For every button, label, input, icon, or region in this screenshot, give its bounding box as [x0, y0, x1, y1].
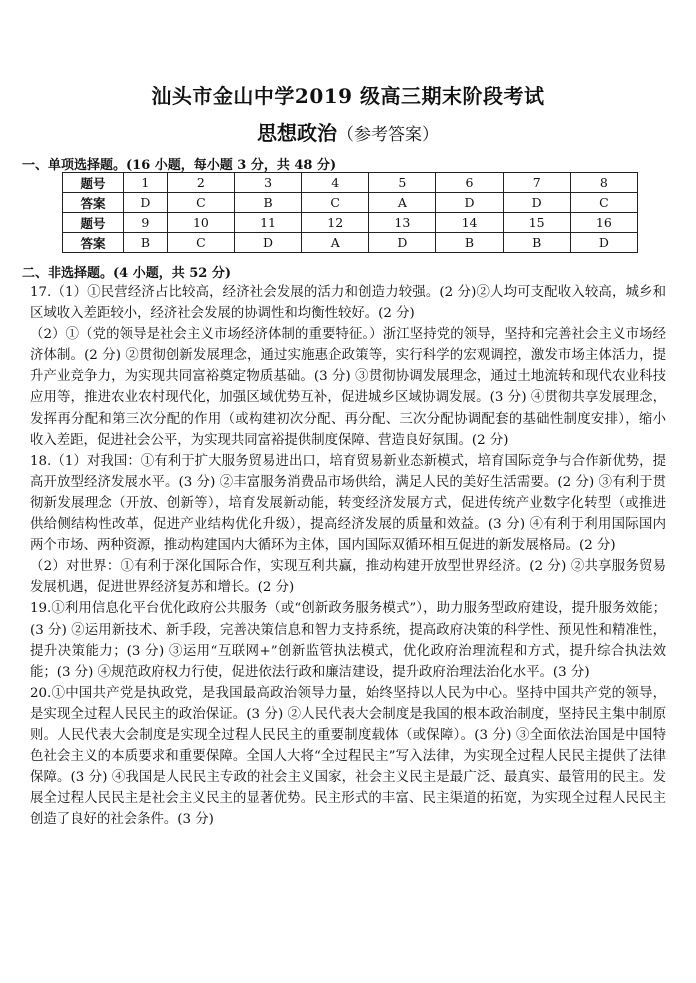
answer-cell: B [124, 233, 168, 253]
question-number: 12 [302, 213, 369, 233]
row-label: 答案 [63, 233, 124, 253]
question-number: 2 [167, 173, 234, 193]
row-label: 题号 [63, 213, 124, 233]
answer-table [62, 172, 638, 253]
answer-cell: D [570, 233, 637, 253]
row-label: 题号 [63, 173, 124, 193]
table-row-answers-1 [63, 193, 638, 213]
answer-cell: B [503, 233, 570, 253]
question-number: 8 [570, 173, 637, 193]
answer-cell: B [234, 193, 301, 213]
answer-cell: A [302, 233, 369, 253]
question-number: 1 [124, 173, 168, 193]
answer-paragraph-18-2: （2）对世界：①有利于深化国际合作，实现互利共赢，推动构建开放型世界经济。(2 分) ②共享服务贸易发展机遇，促进世界经济复苏和增长。(2 分) [30, 559, 666, 596]
answer-cell: C [167, 233, 234, 253]
question-number: 16 [570, 213, 637, 233]
answer-cell: B [436, 233, 503, 253]
page-subtitle [0, 117, 696, 146]
question-number: 14 [436, 213, 503, 233]
question-number: 10 [167, 213, 234, 233]
answer-paragraph-19: 19.①利用信息化平台优化政府公共服务（或“创新政务服务模式”），助力服务型政府建设，提升服务效能；(3 分) ②运用新技术、新手段，完善决策信息和智力支持系统，提高政府决策的科学性、预见性和精准性，提升决策能力；(3 分) ③运用“互联网+”创新监管执法模式，优化政府治理流程和方式，提升综合执法效能；(3 分) ④规范政府权力行使，促进依法行政和廉洁建设，提升政府治理法治化水平。(3 分) [30, 601, 666, 680]
answer-body [30, 282, 666, 830]
answer-paragraph-17-2: （2）①（党的领导是社会主义市场经济体制的重要特征。）浙江坚持党的领导，坚持和完善社会主义市场经济体制。(2 分) ②贯彻创新发展理念，通过实施惠企政策等，实行科学的宏观调控，激发市场主体活力，提升产业竞争力，为实现共同富裕奠定物质基础。(3 分) ③贯彻协调发展理念，通过土地流转和现代农业科技应用等，推进农业农村现代化，加强区域优势互补，促进城乡区域协调发展。(3 分) ④贯彻共享发展理念，发挥再分配和第三次分配的作用（或构建初次分配、再分配、三次分配协调配套的基础性制度安排），缩小收入差距，促进社会公平，为实现共同富裕提供制度保障、营造良好氛围。(2 分) [30, 327, 666, 448]
question-number: 9 [124, 213, 168, 233]
page-title: 汕头市金山中学2019 级高三期末阶段考试 [151, 84, 545, 108]
answer-cell: C [302, 193, 369, 213]
subject-name: 思想政治 [257, 121, 337, 145]
table-row-numbers-2 [63, 213, 638, 233]
table-row-numbers-1 [63, 173, 638, 193]
section2-heading: 二、非选择题。(4 小题，共 52 分) [22, 266, 232, 281]
answer-cell: D [436, 193, 503, 213]
table-row-answers-2 [63, 233, 638, 253]
question-number: 11 [234, 213, 301, 233]
question-number: 6 [436, 173, 503, 193]
question-number: 7 [503, 173, 570, 193]
row-label: 答案 [63, 193, 124, 213]
section1-heading: 一、单项选择题。(16 小题，每小题 3 分，共 48 分) [22, 158, 337, 173]
question-number: 5 [369, 173, 436, 193]
question-number: 4 [302, 173, 369, 193]
answer-cell: D [369, 233, 436, 253]
answer-cell: C [570, 193, 637, 213]
question-number: 15 [503, 213, 570, 233]
answer-cell: D [234, 233, 301, 253]
answer-paragraph-20: 20.①中国共产党是执政党，是我国最高政治领导力量，始终坚持以人民为中心。坚持中国共产党的领导，是实现全过程人民民主的政治保证。(3 分) ②人民代表大会制度是我国的根本政治制度，坚持民主集中制原则。人民代表大会制度是实现全过程人民民主的重要制度载体（或保障）。(3 分) ③全面依法治国是中国特色社会主义的本质要求和重要保障。全国人大将“全过程民主”写入法律，为实现全过程人民民主提供了法律保障。(3 分) ④我国是人民民主专政的社会主义国家，社会主义民主是最广泛、最真实、最管用的民主。发展全过程人民民主是社会主义民主的显著优势。民主形式的丰富、民主渠道的拓宽，为实现全过程人民民主创造了良好的社会条件。(3 分) [30, 685, 666, 828]
answer-cell: C [167, 193, 234, 213]
subtitle-note: （参考答案） [337, 125, 439, 145]
question-number: 3 [234, 173, 301, 193]
answer-cell: A [369, 193, 436, 213]
question-number: 13 [369, 213, 436, 233]
answer-paragraph-17-1: 17.（1）①民营经济占比较高，经济社会发展的活力和创造力较强。(2 分)②人均可支配收入较高，城乡和区域收入差距较小，经济社会发展的协调性和均衡性较好。(2 分) [30, 285, 666, 322]
answer-cell: D [124, 193, 168, 213]
answer-paragraph-18-1: 18.（1）对我国：①有利于扩大服务贸易进出口，培育贸易新业态新模式，培育国际竞争与合作新优势，提高开放型经济发展水平。(3 分) ②丰富服务消费品市场供给，满足人民的美好生活需要。(2 分) ③有利于贯彻新发展理念（开放、创新等），培育发展新动能，转变经济发展方式，促进传统产业数字化转型（或推进供给侧结构性改革，促进产业结构优化升级），提高经济发展的质量和效益。(3 分) ④有利于利用国际国内两个市场、两种资源，推动构建国内大循环为主体，国内国际双循环相互促进的新发展格局。(2 分) [30, 453, 666, 554]
answer-cell: D [503, 193, 570, 213]
